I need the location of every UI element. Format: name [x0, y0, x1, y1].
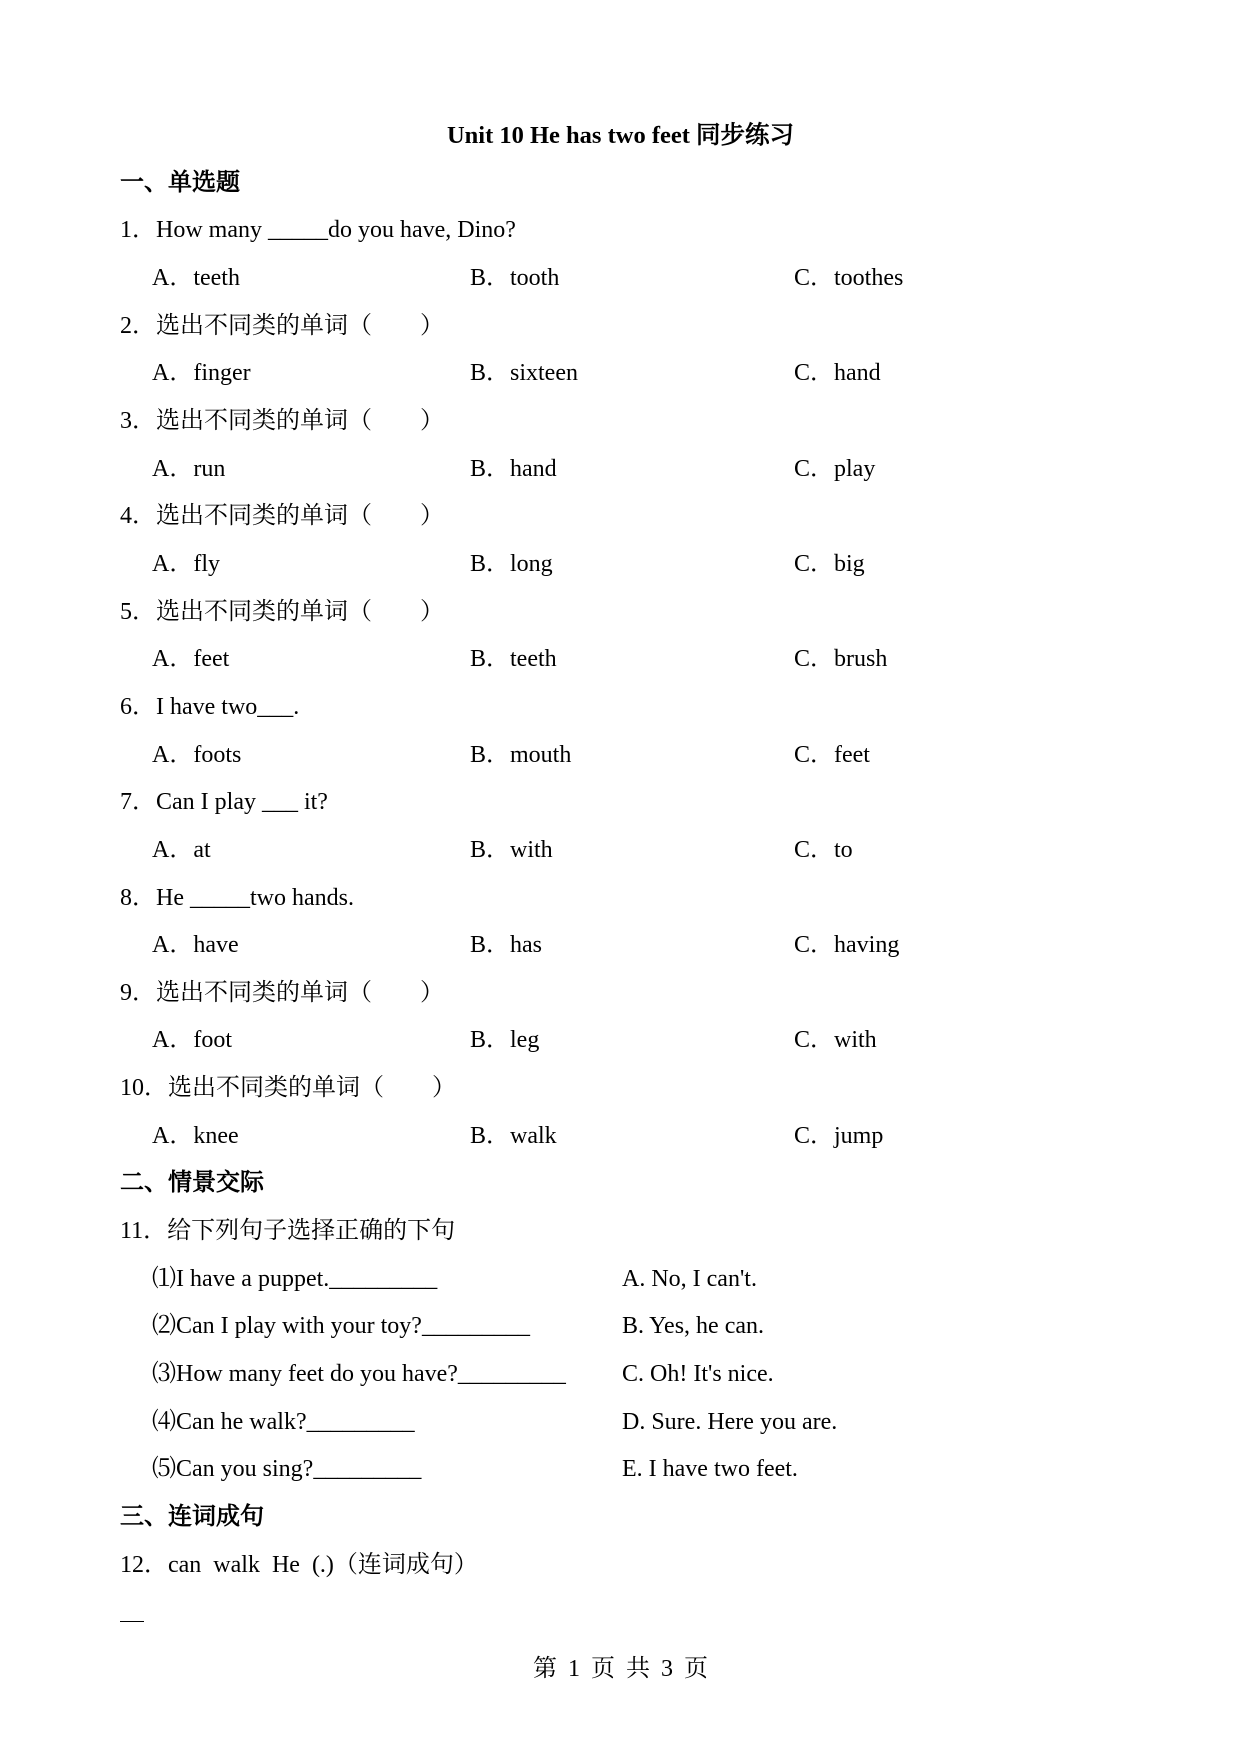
option-a: A．teeth	[152, 264, 240, 291]
option-a: A．feet	[152, 646, 230, 673]
option-a: A．run	[152, 455, 226, 482]
option-b: B．mouth	[470, 741, 572, 768]
option-c: C．toothes	[794, 264, 904, 291]
option-c: C．to	[794, 836, 853, 863]
matching-row-3	[0, 1351, 1241, 1399]
option-b: B．teeth	[470, 646, 557, 673]
option-c: C．having	[794, 932, 900, 959]
question-3-options	[0, 446, 1241, 494]
question-2-options	[0, 350, 1241, 398]
question-12: 12．can walk He (.)（连词成句）	[120, 1551, 478, 1578]
option-a: A．have	[152, 932, 239, 959]
matching-row-4	[0, 1399, 1241, 1447]
page-title: Unit 10 He has two feet 同步练习	[446, 122, 795, 149]
matching-prompt: ⑸Can you sing?_________	[152, 1456, 422, 1483]
option-c: C．with	[794, 1027, 877, 1054]
page-footer: 第 1 页 共 3 页	[533, 1656, 708, 1682]
option-b: B．tooth	[470, 264, 560, 291]
option-b: B．hand	[470, 455, 557, 482]
section-heading-dialogue: 二、情景交际	[120, 1170, 264, 1197]
option-b: B．long	[470, 550, 553, 577]
question-7-options	[0, 827, 1241, 875]
matching-row-5	[0, 1446, 1241, 1494]
question-4: 4．选出不同类的单词（ ）	[120, 503, 444, 530]
option-c: C．hand	[794, 360, 881, 387]
question-2: 2．选出不同类的单词（ ）	[120, 312, 444, 339]
worksheet-page	[0, 112, 1241, 1589]
question-9-options	[0, 1017, 1241, 1065]
question-10: 10．选出不同类的单词（ ）	[120, 1075, 456, 1102]
option-c: C．play	[794, 455, 876, 482]
matching-row-1	[0, 1256, 1241, 1304]
section-heading-sentence-building: 三、连词成句	[120, 1504, 264, 1531]
question-1-options	[0, 255, 1241, 303]
question-9: 9．选出不同类的单词（ ）	[120, 979, 444, 1006]
option-a: A．fly	[152, 550, 220, 577]
option-a: A．knee	[152, 1122, 239, 1149]
question-5: 5．选出不同类的单词（ ）	[120, 598, 444, 625]
option-b: B．has	[470, 932, 542, 959]
option-a: A．foot	[152, 1027, 232, 1054]
matching-row-2	[0, 1303, 1241, 1351]
question-11: 11．给下列句子选择正确的下句	[120, 1218, 456, 1245]
option-a: A．at	[152, 836, 211, 863]
question-4-options	[0, 541, 1241, 589]
matching-choice: C. Oh! It's nice.	[622, 1361, 774, 1388]
question-8: 8．He _____two hands.	[120, 884, 354, 911]
option-c: C．jump	[794, 1122, 884, 1149]
option-b: B．with	[470, 836, 553, 863]
option-c: C．brush	[794, 646, 888, 673]
question-6: 6．I have two___.	[120, 693, 300, 720]
matching-prompt: ⑷Can he walk?_________	[152, 1408, 415, 1435]
question-7: 7．Can I play ___ it?	[120, 789, 328, 816]
option-a: A．foots	[152, 741, 242, 768]
option-b: B．leg	[470, 1027, 540, 1054]
question-10-options	[0, 1113, 1241, 1161]
matching-choice: E. I have two feet.	[622, 1456, 798, 1483]
option-b: B．walk	[470, 1122, 557, 1149]
section-heading-single-choice: 一、单选题	[120, 169, 240, 196]
matching-prompt: ⑴I have a puppet._________	[152, 1265, 438, 1292]
matching-choice: B. Yes, he can.	[622, 1313, 764, 1340]
matching-prompt: ⑵Can I play with your toy?_________	[152, 1313, 530, 1340]
question-1: 1．How many _____do you have, Dino?	[120, 217, 516, 244]
matching-prompt: ⑶How many feet do you have?_________	[152, 1361, 566, 1388]
matching-choice: D. Sure. Here you are.	[622, 1408, 838, 1435]
option-b: B．sixteen	[470, 360, 578, 387]
option-a: A．finger	[152, 360, 251, 387]
option-c: C．feet	[794, 741, 870, 768]
question-5-options	[0, 636, 1241, 684]
option-c: C．big	[794, 550, 865, 577]
matching-choice: A. No, I can't.	[622, 1265, 757, 1292]
question-3: 3．选出不同类的单词（ ）	[120, 407, 444, 434]
answer-line	[120, 1621, 144, 1622]
question-6-options	[0, 732, 1241, 780]
question-8-options	[0, 922, 1241, 970]
